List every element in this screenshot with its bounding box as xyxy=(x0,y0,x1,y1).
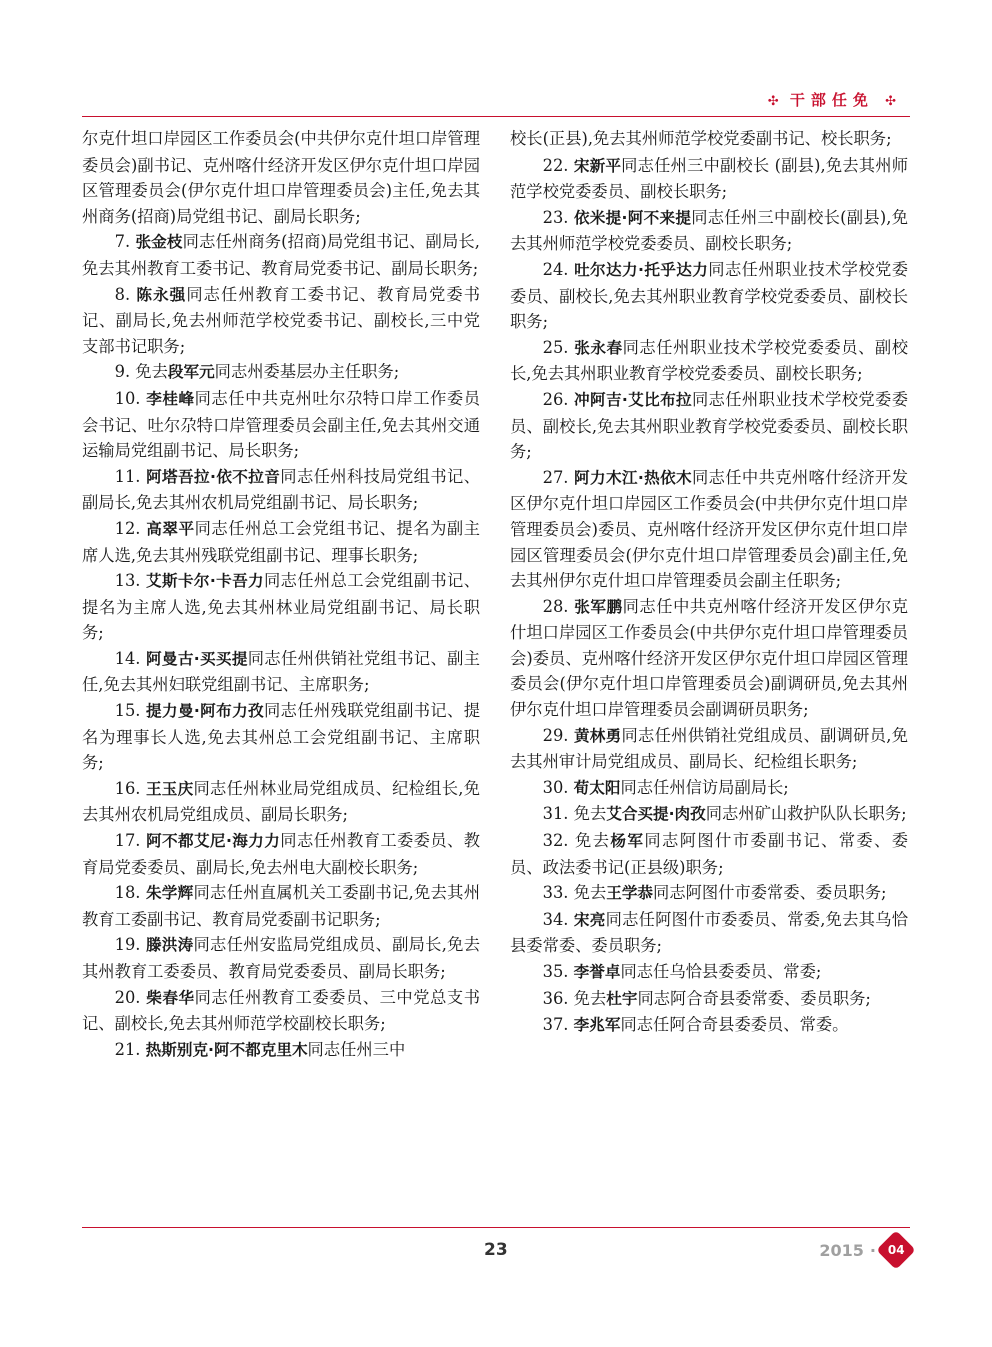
issue-separator: · xyxy=(869,1240,876,1260)
person-name: 艾合买提·肉孜 xyxy=(606,805,706,824)
item-prefix: 29. xyxy=(542,725,574,745)
appointment-item xyxy=(510,1012,908,1039)
person-name: 李誉卓 xyxy=(573,963,621,981)
appointment-item xyxy=(510,126,908,153)
page-header xyxy=(0,0,992,120)
section-title xyxy=(768,89,896,110)
item-prefix: 18. xyxy=(114,883,146,903)
item-prefix: 36. 免去 xyxy=(542,988,607,1008)
left-column xyxy=(82,126,480,1063)
item-text: 校长(正县),免去其州师范学校党委副书记、校长职务; xyxy=(510,129,892,148)
appointment-item xyxy=(510,594,908,723)
person-name: 依米提·阿不来提 xyxy=(573,208,692,227)
right-ornament-icon: ✣ xyxy=(885,94,896,109)
appointment-item xyxy=(510,907,908,959)
person-name: 吐尔达力·托乎达力 xyxy=(574,260,709,279)
item-prefix: 19. xyxy=(114,935,146,955)
item-text: 同志任州供销社党组书记、副主任,免去其州妇联党组副书记、主席职务; xyxy=(82,648,480,695)
appointment-item xyxy=(510,775,908,802)
item-prefix: 8. xyxy=(114,284,137,304)
person-name: 张金枝 xyxy=(135,233,183,252)
appointment-item xyxy=(82,698,480,776)
item-prefix: 33. 免去 xyxy=(542,883,607,903)
appointment-item xyxy=(82,464,480,516)
appointment-item xyxy=(510,880,908,907)
item-prefix: 11. xyxy=(114,466,147,486)
item-text: 同志任州三中副校长 (副县),免去其州师范学校党委委员、副校长职务; xyxy=(510,155,908,202)
item-text: 同志任州总工会党组书记、提名为副主席人选,免去其州残联党组副书记、理事长职务; xyxy=(82,518,480,565)
person-name: 朱学辉 xyxy=(145,884,194,903)
item-text: 同志阿合奇县委常委、委员职务; xyxy=(637,988,871,1008)
item-prefix: 14. xyxy=(114,648,146,668)
person-name: 热斯别克·阿不都克里木 xyxy=(145,1040,308,1059)
item-prefix: 34. xyxy=(542,909,574,929)
item-text: 同志任阿图什市委委员、常委,免去其乌恰县委常委、委员职务; xyxy=(510,909,908,956)
item-text: 同志任州科技局党组书记、副局长,免去其州农机局党组副书记、局长职务; xyxy=(82,466,480,513)
appointment-item xyxy=(82,282,480,360)
appointment-item xyxy=(510,959,908,986)
appointment-item xyxy=(82,1037,480,1064)
item-text: 同志州矿山救护队队长职务; xyxy=(705,804,907,824)
item-prefix: 21. xyxy=(114,1039,146,1059)
person-name: 李兆军 xyxy=(573,1016,621,1035)
appointment-item xyxy=(82,229,480,281)
appointment-item xyxy=(510,335,908,387)
item-prefix: 20. xyxy=(114,987,147,1007)
person-name: 提力曼·阿布力孜 xyxy=(146,702,264,721)
item-text: 同志任中共克州喀什经济开发区伊尔克什坦口岸园区工作委员会(中共伊尔克什坦口岸管理委员会)委员、克州喀什经济开发区伊尔克什坦口岸园区管理委员会(伊尔克什坦口岸管理委员会)副主任,免去其州伊尔克什坦口岸管理委员会副主任职务; xyxy=(510,467,908,591)
item-text: 同志任州教育工委委员、教育局党委委员、副局长,免去州电大副校长职务; xyxy=(82,831,480,877)
item-text: 同志任州三中 xyxy=(307,1039,406,1059)
appointment-item xyxy=(82,386,480,464)
appointment-item xyxy=(510,986,908,1013)
item-prefix: 35. xyxy=(542,962,574,981)
issue-year: 2015 xyxy=(819,1240,864,1260)
appointment-item xyxy=(510,153,908,205)
item-text: 同志任乌恰县委委员、常委; xyxy=(620,962,822,981)
appointment-item xyxy=(510,465,908,594)
item-text: 同志任州直属机关工委副书记,免去其州教育工委副书记、教育局党委副书记职务; xyxy=(82,883,480,929)
appointment-item xyxy=(510,205,908,257)
person-name: 黄林勇 xyxy=(573,726,622,745)
item-text: 同志任州供销社党组成员、副调研员,免去其州审计局党组成员、副局长、纪检组长职务; xyxy=(510,725,908,772)
item-prefix: 23. xyxy=(542,207,574,227)
person-name: 张永春 xyxy=(574,338,623,357)
person-name: 王学恭 xyxy=(606,884,654,903)
issue-number: 04 xyxy=(887,1242,905,1257)
item-prefix: 37. xyxy=(542,1015,574,1035)
person-name: 杜宇 xyxy=(606,989,638,1008)
person-name: 艾斯卡尔·卡吾力 xyxy=(146,572,264,591)
appointment-item xyxy=(510,723,908,775)
right-column xyxy=(510,126,908,1039)
item-prefix: 7. xyxy=(114,232,136,252)
item-prefix: 27. xyxy=(542,467,575,487)
person-name: 王玉庆 xyxy=(145,779,194,798)
item-prefix: 28. xyxy=(542,596,575,616)
person-name: 阿曼古·买买提 xyxy=(146,649,248,668)
person-name: 冲阿吉·艾比布拉 xyxy=(574,390,692,409)
item-prefix: 26. xyxy=(542,389,575,409)
appointment-item xyxy=(82,880,480,932)
left-ornament-icon: ✣ xyxy=(767,94,779,109)
person-name: 荀太阳 xyxy=(573,778,621,797)
item-text: 同志任州信访局副局长; xyxy=(620,777,789,797)
person-name: 陈永强 xyxy=(136,285,187,304)
person-name: 宋亮 xyxy=(573,910,606,929)
issue-marker xyxy=(819,1236,910,1264)
item-prefix: 31. 免去 xyxy=(542,804,607,824)
person-name: 段军元 xyxy=(167,363,215,382)
item-text: 同志任州残联党组副书记、提名为理事长人选,免去其州总工会党组副书记、主席职务; xyxy=(82,701,480,773)
footer-divider xyxy=(82,1227,910,1228)
item-prefix: 15. xyxy=(114,701,147,721)
item-text: 同志任阿合奇县委委员、常委。 xyxy=(620,1015,849,1035)
person-name: 李桂峰 xyxy=(146,389,195,408)
header-divider xyxy=(82,116,910,117)
appointment-item xyxy=(82,985,480,1037)
item-text: 同志州委基层办主任职务; xyxy=(214,362,400,382)
item-text: 同志任州总工会党组副书记、提名为主席人选,免去其州林业局党组副书记、局长职务; xyxy=(82,571,480,643)
appointment-item xyxy=(82,776,480,828)
person-name: 滕洪涛 xyxy=(145,936,194,955)
person-name: 阿不都艾尼·海力力 xyxy=(146,832,281,851)
item-text: 同志任州职业技术学校党委委员、副校长,免去其州职业教育学校党委委员、副校长职务; xyxy=(510,337,908,384)
appointment-item xyxy=(510,801,908,828)
item-prefix: 17. xyxy=(114,831,147,851)
item-text: 同志任中共克州喀什经济开发区伊尔克什坦口岸园区工作委员会(中共伊尔克什坦口岸管理委员会)委员、克州喀什经济开发区伊尔克什坦口岸园区管理委员会(伊尔克什坦口岸管理委员会)副调研员,免去其州伊尔克什坦口岸管理委员会副调研员职务; xyxy=(510,596,908,720)
page-number: 23 xyxy=(484,1240,508,1260)
item-text: 同志任州安监局党组成员、副局长,免去其州教育工委委员、教育局党委委员、副局长职务; xyxy=(82,935,480,981)
appointment-item xyxy=(82,516,480,568)
appointment-item xyxy=(510,828,908,880)
item-prefix: 13. xyxy=(114,571,147,591)
person-name: 阿力木江·热依木 xyxy=(574,468,692,487)
item-prefix: 30. xyxy=(542,777,574,797)
person-name: 柴春华 xyxy=(146,988,195,1007)
item-text: 同志任州三中副校长(副县),免去其州师范学校党委委员、副校长职务; xyxy=(510,207,908,254)
person-name: 杨军 xyxy=(610,832,645,851)
person-name: 阿塔吾拉·依不拉音 xyxy=(146,467,281,486)
appointment-item xyxy=(82,828,480,880)
person-name: 张军鹏 xyxy=(574,597,623,616)
item-text: 同志任州林业局党组成员、纪检组长,免去其州农机局党组成员、副局长职务; xyxy=(82,778,480,825)
item-text: 同志任州职业技术学校党委委员、副校长,免去其州职业教育学校党委委员、副校长职务; xyxy=(510,259,908,332)
appointment-item xyxy=(510,387,908,465)
appointment-item xyxy=(510,257,908,335)
item-prefix: 10. xyxy=(114,388,147,408)
appointment-item xyxy=(82,568,480,646)
item-prefix: 9. 免去 xyxy=(114,362,168,382)
appointment-item xyxy=(82,359,480,386)
item-prefix: 24. xyxy=(542,259,575,279)
appointment-item xyxy=(82,126,480,229)
item-text: 同志任州教育工委书记、教育局党委书记、副局长,免去州师范学校党委书记、副校长,三中党支部书记职务; xyxy=(82,284,480,356)
item-text: 同志阿图什市委常委、委员职务; xyxy=(653,883,887,903)
item-text: 同志阿图什市委副书记、常委、委员、政法委书记(正县级)职务; xyxy=(510,831,908,877)
item-prefix: 32. 免去 xyxy=(542,831,611,851)
issue-badge xyxy=(876,1230,916,1270)
appointment-item xyxy=(82,646,480,698)
item-prefix: 25. xyxy=(542,337,575,357)
item-prefix: 22. xyxy=(542,155,574,175)
item-text: 同志任州职业技术学校党委委员、副校长,免去其州职业教育学校党委委员、副校长职务; xyxy=(510,389,908,462)
section-label: 干部任免 xyxy=(789,91,874,109)
person-name: 宋新平 xyxy=(573,156,622,175)
appointment-item xyxy=(82,932,480,984)
item-prefix: 12. xyxy=(114,518,147,538)
item-text: 同志任中共克州吐尔尕特口岸工作委员会书记、吐尔尕特口岸管理委员会副主任,免去其州交通运输局党组副书记、局长职务; xyxy=(82,388,480,461)
person-name: 高翠平 xyxy=(146,519,195,538)
item-text: 同志任州商务(招商)局党组书记、副局长,免去其州教育工委书记、教育局党委书记、副局长职务; xyxy=(82,232,480,278)
item-text: 同志任州教育工委委员、三中党总支书记、副校长,免去其州师范学校副校长职务; xyxy=(82,987,480,1034)
item-text: 尔克什坦口岸园区工作委员会(中共伊尔克什坦口岸管理委员会)副书记、克州喀什经济开发区伊尔克什坦口岸园区管理委员会(伊尔克什坦口岸管理委员会)主任,免去其州商务(招商)局党组书记、副局长职务; xyxy=(82,129,480,226)
item-prefix: 16. xyxy=(114,778,146,798)
